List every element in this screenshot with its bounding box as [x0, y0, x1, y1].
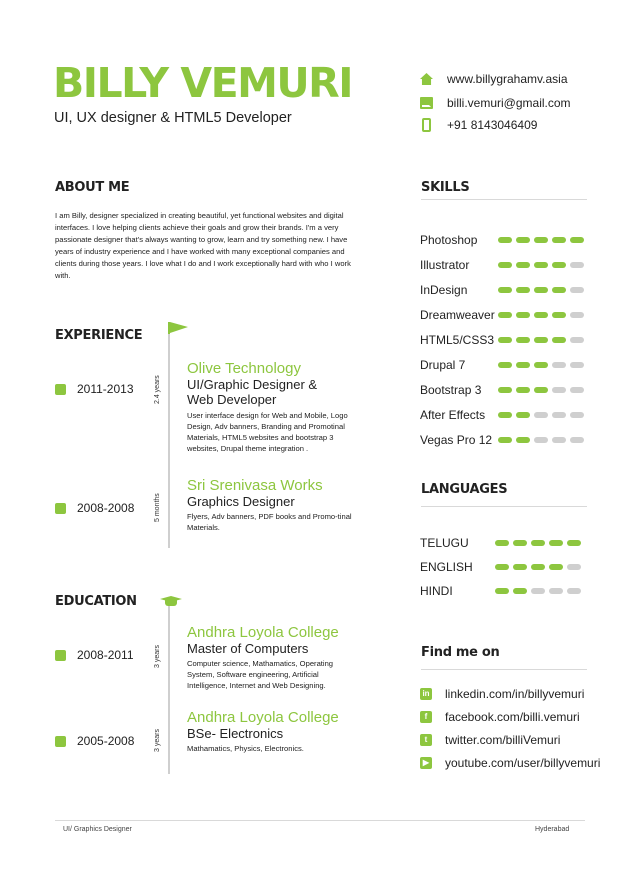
- skill-name: Illustrator: [420, 258, 470, 272]
- experience-desc-1: User interface design for Web and Mobile, Logo Design, Adv banners, Branding and Promotinal Materials, HTML5 websites and bootstrap 3 websites, Drupal theme integration .: [187, 411, 348, 453]
- social-link-text: facebook.com/billi.vemuri: [445, 710, 580, 724]
- skill-level-filled: [498, 362, 512, 368]
- footer-divider: [55, 820, 585, 821]
- education-date-2: [55, 734, 134, 748]
- facebook-icon: f: [420, 711, 432, 723]
- skill-level: [498, 237, 584, 243]
- experience-title: EXPERIENCE: [55, 328, 143, 343]
- experience-company-2: Sri Srenivasa Works: [187, 477, 323, 494]
- education-school-2: Andhra Loyola College: [187, 709, 339, 726]
- skill-level-filled: [498, 337, 512, 343]
- about-title: ABOUT ME: [55, 180, 130, 195]
- language-level: [495, 588, 581, 594]
- language-row: [420, 536, 581, 550]
- language-level-empty: [531, 588, 545, 594]
- languages-title: LANGUAGES: [421, 482, 508, 497]
- education-desc-2: Mathamatics, Physics, Electronics.: [187, 744, 304, 753]
- experience-flag-pole: [168, 322, 170, 334]
- language-name: TELUGU: [420, 536, 469, 550]
- social-link[interactable]: [420, 710, 580, 724]
- language-level-filled: [513, 588, 527, 594]
- skill-level-filled: [516, 312, 530, 318]
- skill-name: Photoshop: [420, 233, 478, 247]
- skill-level-empty: [552, 362, 566, 368]
- skill-level-empty: [570, 387, 584, 393]
- contact-phone-text: +91 8143046409: [447, 118, 538, 132]
- skill-level-filled: [516, 262, 530, 268]
- experience-company-1: Olive Technology: [187, 360, 301, 377]
- social-link[interactable]: [420, 756, 600, 770]
- skill-level-filled: [534, 387, 548, 393]
- skill-level-filled: [516, 287, 530, 293]
- skill-level-filled: [552, 237, 566, 243]
- language-name: HINDI: [420, 584, 453, 598]
- education-date-text: 2005-2008: [77, 734, 135, 748]
- language-row: [420, 560, 581, 574]
- skill-level-filled: [498, 262, 512, 268]
- skill-level-empty: [534, 437, 548, 443]
- skill-level: [498, 412, 584, 418]
- experience-date-text: 2008-2008: [77, 501, 135, 515]
- about-text: I am Billy, designer specialized in creating beautiful, yet functional websites and digital interfaces. I love helping clients achieve their goals and grow their brands. I'm a very passionate designer that's always wanting to grow, learn and try something new. I have years of industry experience and I have worked with many exceptional companies and clients during those years. I love what I do and I work exceptionally hard with who I work with.: [55, 211, 351, 280]
- language-level-filled: [495, 540, 509, 546]
- social-link-text: youtube.com/user/billyvemuri: [445, 756, 601, 770]
- flag-icon: [170, 322, 188, 333]
- experience-role-1a: UI/Graphic Designer &: [187, 377, 318, 392]
- social-link-text: twitter.com/billiVemuri: [445, 733, 561, 747]
- skill-row: [420, 408, 595, 422]
- language-level-filled: [531, 564, 545, 570]
- language-level: [495, 564, 581, 570]
- language-level-filled: [549, 564, 563, 570]
- language-level-filled: [513, 540, 527, 546]
- skill-level-filled: [552, 337, 566, 343]
- social-title: Find me on: [421, 645, 500, 660]
- skill-name: HTML5/CSS3: [420, 333, 495, 347]
- skill-level-filled: [498, 312, 512, 318]
- skill-name: InDesign: [420, 283, 468, 297]
- language-level-empty: [567, 564, 581, 570]
- skill-name: Drupal 7: [420, 358, 466, 372]
- skill-level-filled: [498, 437, 512, 443]
- experience-duration-2: 5 months: [154, 493, 161, 522]
- language-name: ENGLISH: [420, 560, 473, 574]
- experience-date-1: [55, 382, 134, 396]
- skill-level-empty: [570, 412, 584, 418]
- language-level-filled: [531, 540, 545, 546]
- skill-level-filled: [534, 237, 548, 243]
- education-title: EDUCATION: [55, 594, 137, 609]
- skill-level-empty: [552, 412, 566, 418]
- skill-level-filled: [498, 237, 512, 243]
- experience-duration-1: 2.4 years: [154, 375, 161, 404]
- skill-level-filled: [516, 437, 530, 443]
- language-level: [495, 540, 581, 546]
- language-level-empty: [549, 588, 563, 594]
- social-link[interactable]: [420, 687, 584, 701]
- bullet-icon: [55, 384, 66, 395]
- language-level-filled: [567, 540, 581, 546]
- skill-row: [420, 233, 595, 247]
- phone-icon: [422, 118, 431, 132]
- skill-row: [420, 358, 595, 372]
- skill-level-empty: [570, 337, 584, 343]
- experience-role-2: Graphics Designer: [187, 494, 295, 509]
- education-desc-1: Computer science, Mathamatics, Operating System, Software engineering, Artificial Intelligence, Internet and Web Designing.: [187, 659, 334, 690]
- skill-level-filled: [534, 262, 548, 268]
- language-row: [420, 584, 581, 598]
- contact-website[interactable]: [420, 72, 568, 86]
- skill-level-filled: [516, 237, 530, 243]
- education-degree-2: BSe- Electronics: [187, 726, 284, 741]
- skill-row: [420, 333, 595, 347]
- social-link-text: linkedin.com/in/billyvemuri: [445, 687, 585, 701]
- bullet-icon: [55, 503, 66, 514]
- experience-role-1b: Web Developer: [187, 392, 277, 407]
- skills-divider: [421, 199, 587, 200]
- bullet-icon: [55, 650, 66, 661]
- linkedin-icon: in: [420, 688, 432, 700]
- social-divider: [421, 669, 587, 670]
- language-level-filled: [495, 588, 509, 594]
- skill-level-filled: [552, 287, 566, 293]
- skill-level: [498, 262, 584, 268]
- resume-name: BILLY VEMURI: [53, 59, 352, 107]
- experience-desc-2: Flyers, Adv banners, PDF books and Promo-tinal Materials.: [187, 512, 352, 532]
- skill-name: Bootstrap 3: [420, 383, 482, 397]
- mail-icon: [420, 97, 433, 109]
- home-icon: [420, 73, 433, 85]
- resume-role: UI, UX designer & HTML5 Developer: [54, 110, 292, 126]
- education-school-1: Andhra Loyola College: [187, 624, 339, 641]
- education-degree-1: Master of Computers: [187, 641, 309, 656]
- skill-row: [420, 308, 595, 322]
- language-level-empty: [567, 588, 581, 594]
- skill-level-empty: [570, 312, 584, 318]
- language-level-filled: [513, 564, 527, 570]
- skill-row: [420, 383, 595, 397]
- skill-name: Vegas Pro 12: [420, 433, 493, 447]
- skill-name: Dreamweaver: [420, 308, 495, 322]
- skill-level-filled: [498, 287, 512, 293]
- contact-phone[interactable]: [420, 118, 537, 132]
- contact-website-text: www.billygrahamv.asia: [447, 72, 568, 86]
- skill-level-filled: [534, 362, 548, 368]
- contact-email[interactable]: [420, 96, 571, 110]
- contact-email-text: billi.vemuri@gmail.com: [447, 96, 571, 110]
- skill-level-filled: [516, 387, 530, 393]
- experience-date-2: [55, 501, 134, 515]
- skill-level-filled: [498, 387, 512, 393]
- education-timeline: [168, 604, 170, 774]
- skill-level-empty: [534, 412, 548, 418]
- twitter-icon: t: [420, 734, 432, 746]
- social-link[interactable]: [420, 733, 560, 747]
- skill-level-filled: [516, 362, 530, 368]
- bullet-icon: [55, 736, 66, 747]
- skill-level: [498, 337, 584, 343]
- languages-divider: [421, 506, 587, 507]
- skill-name: After Effects: [420, 408, 486, 422]
- skill-level-empty: [570, 437, 584, 443]
- education-date-1: [55, 648, 134, 662]
- skill-row: [420, 433, 595, 447]
- education-date-text: 2008-2011: [77, 648, 134, 662]
- footer-left: UI/ Graphics Designer: [63, 826, 132, 833]
- skill-level-filled: [498, 412, 512, 418]
- skill-level-empty: [570, 362, 584, 368]
- skill-level-filled: [570, 237, 584, 243]
- experience-timeline: [168, 330, 170, 548]
- skill-row: [420, 283, 595, 297]
- youtube-icon: ▶: [420, 757, 432, 769]
- skill-level: [498, 387, 584, 393]
- skill-level-empty: [570, 287, 584, 293]
- skill-level-empty: [552, 387, 566, 393]
- skill-level-filled: [516, 337, 530, 343]
- education-duration-2: 3 years: [154, 729, 161, 752]
- skill-level: [498, 362, 584, 368]
- experience-date-text: 2011-2013: [77, 382, 134, 396]
- skill-level-filled: [552, 262, 566, 268]
- education-duration-1: 3 years: [154, 645, 161, 668]
- skill-level-empty: [552, 437, 566, 443]
- language-level-filled: [495, 564, 509, 570]
- skill-level-filled: [534, 337, 548, 343]
- language-level-filled: [549, 540, 563, 546]
- skill-level: [498, 437, 584, 443]
- graduation-cap-base: [165, 600, 177, 606]
- skill-level-filled: [534, 287, 548, 293]
- skill-level-empty: [570, 262, 584, 268]
- footer-right: Hyderabad: [535, 826, 570, 833]
- skill-level-filled: [552, 312, 566, 318]
- skill-level: [498, 312, 584, 318]
- skills-title: SKILLS: [421, 180, 470, 195]
- skill-level: [498, 287, 584, 293]
- skill-level-filled: [534, 312, 548, 318]
- skill-row: [420, 258, 595, 272]
- skill-level-filled: [516, 412, 530, 418]
